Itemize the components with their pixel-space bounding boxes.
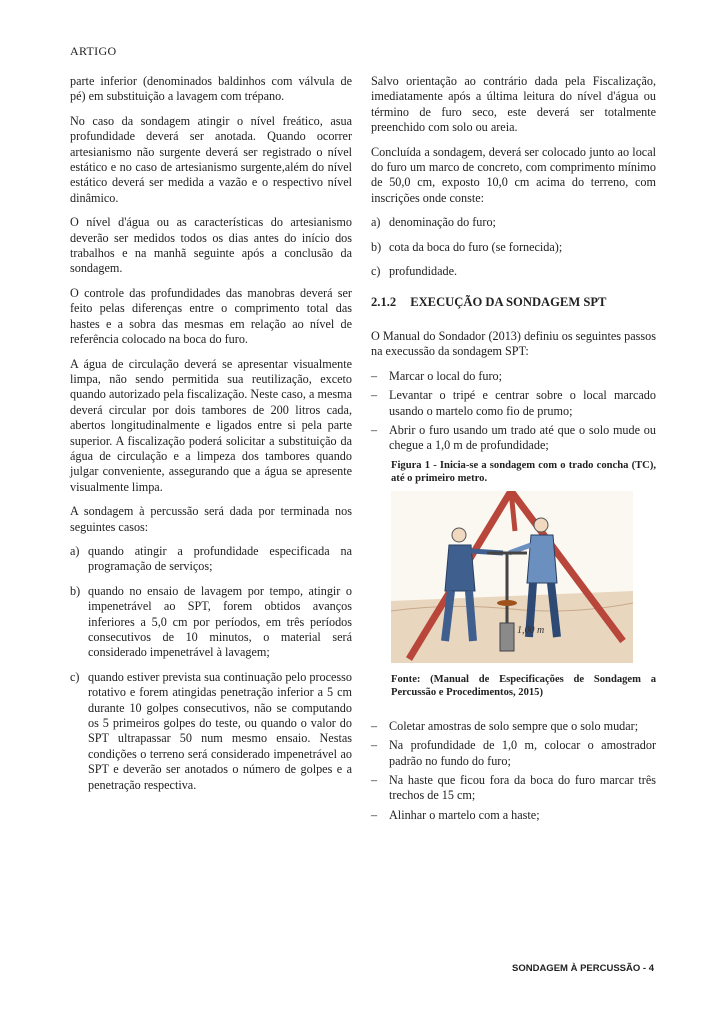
section-number: 2.1.2 [371,295,397,310]
dash-marker: – [371,738,378,753]
list-text: profundidade. [389,264,458,279]
step-text: Levantar o tripé e centrar sobre o local marcado usando o martelo como fio de prumo; [389,388,656,418]
paragraph: No caso da sondagem atingir o nível freático, asua profundidade deverá ser anotada. Quando ocorrer artesianismo não surgente deverá ser registrado o nível estático e no caso de artesianismo surgente,além do nível estático deverá ser medida a vazão e o respectivo nível dinâmico. [70,113,352,205]
list-marker: a) [70,543,80,558]
section-heading [371,295,656,310]
step-item [371,369,656,384]
list-marker: c) [371,264,381,279]
list-marker: c) [70,669,80,684]
step-item [371,719,656,734]
drawing-label: 1,00 m [517,624,545,636]
dash-marker: – [371,388,378,403]
step-text: Na haste que ficou fora da boca do furo marcar três trechos de 15 cm; [389,772,656,803]
left-column [70,74,352,802]
paragraph: parte inferior (denominados baldinhos com válvula de pé) em substituição a lavagem com trépano. [70,74,352,104]
step-item [371,738,656,769]
list-item [70,544,352,575]
paragraph: A sondagem à percussão será dada por terminada nos seguintes casos: [70,504,352,534]
paragraph: O controle das profundidades das manobras deverá ser feito pelas diferenças entre o comprimento total das hastes e a sobra das mesmas em relação ao nível de referência colocado na boca do furo. [70,285,352,347]
paragraph: O nível d'água ou as características do artesianismo deverão ser medidos todos os dias antes do início dos trabalhos e na manhã seguinte após a conclusão da sondagem. [70,215,352,276]
list-text: quando atingir a profundidade especificada na programação de serviços; [88,543,352,574]
list-marker: b) [70,583,81,598]
list-text: denominação do furo; [389,215,496,230]
figure-drawing [391,491,633,663]
dash-marker: – [371,772,378,787]
step-text: Alinhar o martelo com a haste; [389,807,540,822]
step-item [371,773,656,804]
list-item [371,264,656,279]
running-footer: SONDAGEM À PERCUSSÃO - 4 [512,963,654,974]
list-text: quando estiver prevista sua continuação pelo processo rotativo e forem atingidas penetração inferior a 5 cm durante 10 golpes consecutivos, não se computando os 5 primeiros golpes do teste, ou quando o valor do SPT ultrapassar 50 num mesmo ensaio. Nestas condições o terreno será considerado impenetrável ao SPT e deverão ser anotados o número de golpes e a penetração respectiva. [88,669,352,792]
step-text: Coletar amostras de solo sempre que o solo mudar; [389,718,639,733]
running-header: ARTIGO [70,44,117,58]
paragraph: Concluída a sondagem, deverá ser colocado junto ao local do furo um marco de concreto, com comprimento mínimo de 50,0 cm, exposto 10,0 cm acima do terreno, com inscrições onde conste: [371,144,656,205]
step-text: Marcar o local do furo; [389,368,503,383]
paragraph: A água de circulação deverá se apresentar visualmente limpa, não sendo permitida sua reutilização, exceto quando autorizado pela fiscalização. Neste caso, a mesma deverá circular por dois tambores de 200 litros cada, abertos longitudinalmente e ligados entre si pela parte superior. A fiscalização poderá solicitar a substituição da água de circulação e a limpeza dos tambores quando julgar conveniente, assegurando que a água se apresente visualmente limpa. [70,356,352,494]
figure-source: Fonte: (Manual de Especificações de Sondagem a Percussão e Procedimentos, 2015) [391,673,656,698]
list-text: cota da boca do furo (se fornecida); [389,239,563,254]
step-text: Na profundidade de 1,0 m, colocar o amostrador padrão no fundo do furo; [389,738,656,768]
list-marker: b) [371,239,382,254]
section-title: EXECUÇÃO DA SONDAGEM SPT [410,295,607,310]
step-item [371,388,656,419]
dash-marker: – [371,807,378,822]
list-text: quando no ensaio de lavagem por tempo, atingir o impenetrável ao SPT, forem obtidos avanços inferiores a 5,0 cm por períodos, em três períodos consecutivos de 10 minutos, o material será considerado impenetrável à lavagem; [88,583,352,660]
list-item [371,240,656,255]
paragraph: O Manual do Sondador (2013) definiu os seguintes passos na execussão da sondagem SPT: [371,328,656,359]
list-item [70,670,352,793]
right-column [371,74,656,827]
list-marker: a) [371,215,381,230]
figure-caption: Figura 1 - Inicia-se a sondagem com o trado concha (TC), até o primeiro metro. [391,459,656,484]
step-item [371,423,656,454]
list-item [70,584,352,661]
dash-marker: – [371,718,378,733]
list-item [371,215,656,230]
paragraph: Salvo orientação ao contrário dada pela Fiscalização, imediatamente após a última leitura do nível d'água ou término de furo seco, este deverá ser totalmente preenchido com solo ou areia. [371,74,656,135]
step-text: Abrir o furo usando um trado até que o solo mude ou chegue a 1,0 m de profundidade; [389,422,656,453]
dash-marker: – [371,368,378,383]
step-item [371,808,656,823]
dash-marker: – [371,422,378,437]
